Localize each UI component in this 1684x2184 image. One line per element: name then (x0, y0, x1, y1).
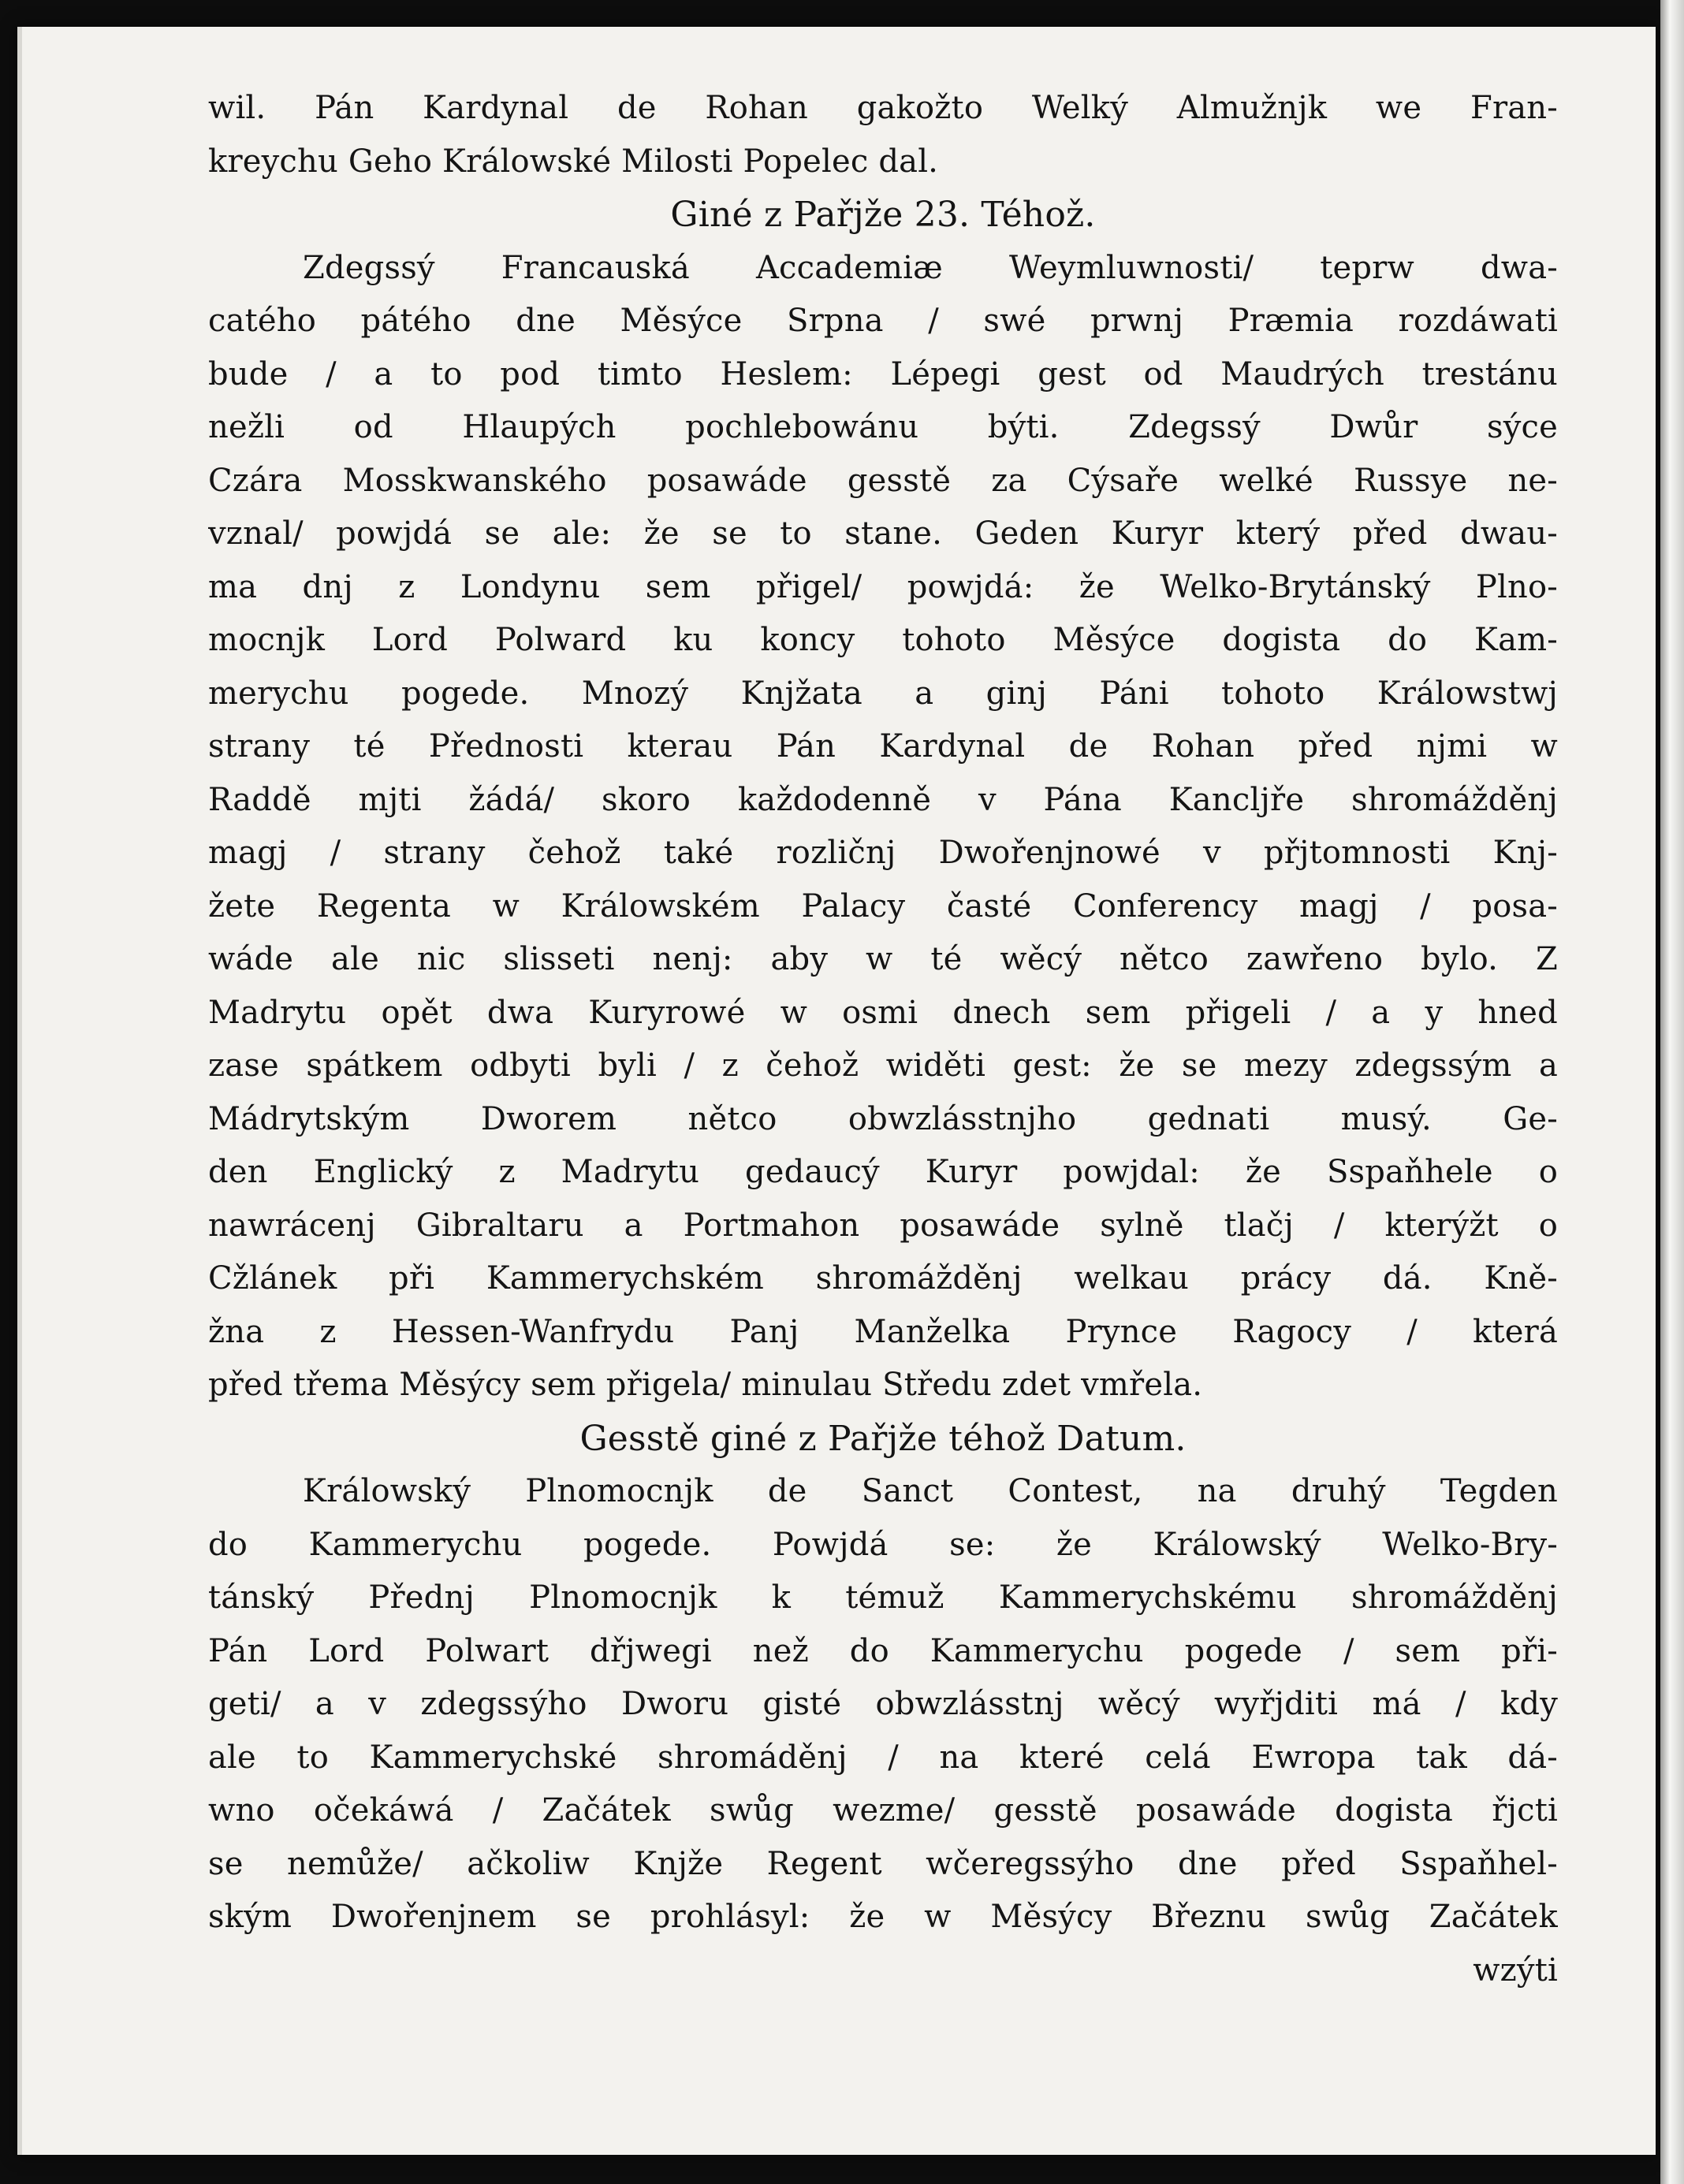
text-line: Mádrytským Dworem nětco obwzlásstnjho gednati musý. Ge- (208, 1100, 1558, 1137)
text-line: do Kammerychu pogede. Powjdá se: že Králowský Welko-Bry- (208, 1526, 1558, 1563)
text-line: nežli od Hlaupých pochlebowánu býti. Zdegssý Dwůr sýce (208, 409, 1558, 445)
text-line: wáde ale nic slisseti nenj: aby w té wěcý nětco zawřeno bylo. Z (208, 941, 1558, 977)
text-line: ským Dwořenjnem se prohlásyl: že w Měsýcy Březnu swůg Začátek (208, 1899, 1558, 1935)
text-line: strany té Přednosti kterau Pán Kardynal de Rohan před njmi w (208, 728, 1558, 765)
text-line: žna z Hessen-Wanfrydu Panj Manželka Prynce Ragocy / která (208, 1313, 1558, 1350)
text-line: tánský Přednj Plnomocnjk k témuž Kammerychskému shromážděnj (208, 1579, 1558, 1616)
text-line: wil. Pán Kardynal de Rohan gakožto Welký Almužnjk we Fran- (208, 90, 1558, 126)
text-line: Cžlánek při Kammerychském shromážděnj welkau prácy dá. Kně- (208, 1260, 1558, 1297)
text-line: den Englický z Madrytu gedaucý Kuryr powjdal: že Sspaňhele o (208, 1154, 1558, 1190)
text-line: před třema Měsýcy sem přigela/ minulau Středu zdet vmřela. (208, 1367, 1203, 1403)
section-heading: Gesstě giné z Pařjže téhož Datum. (579, 1418, 1187, 1459)
text-line: kreychu Geho Králowské Milosti Popelec dal. (208, 143, 939, 180)
catchword: wzýti (1473, 1951, 1558, 1989)
text-line: catého pátého dne Měsýce Srpna / swé prwnj Præmia rozdáwati (208, 303, 1558, 339)
text-line: Raddě mjti žádá/ skoro každodenně v Pána Kancljře shromážděnj (208, 781, 1558, 818)
text-line: vznal/ powjdá se ale: že se to stane. Geden Kuryr který před dwau- (208, 515, 1558, 552)
text-line: merychu pogede. Mnozý Knjžata a ginj Páni tohoto Králowstwj (208, 675, 1558, 712)
text-line: mocnjk Lord Polward ku koncy tohoto Měsýce dogista do Kam- (208, 622, 1558, 658)
text-line: Pán Lord Polwart dřjwegi než do Kammerychu pogede / sem při- (208, 1632, 1558, 1669)
text-line: nawrácenj Gibraltaru a Portmahon posawáde sylně tlačj / kterýžt o (208, 1207, 1558, 1244)
text-line: ma dnj z Londynu sem přigel/ powjdá: že Welko-Brytánský Plno- (208, 568, 1558, 605)
text-line: se nemůže/ ačkoliw Knjže Regent wčeregssýho dne před Sspaňhel- (208, 1845, 1558, 1882)
section-heading: Giné z Pařjže 23. Téhož. (670, 195, 1096, 235)
text-line: Zdegssý Francauská Accademiæ Weymluwnosti/ teprw dwa- (303, 249, 1558, 286)
text-line: wno očekáwá / Začátek swůg wezme/ gesstě posawáde dogista řjcti (208, 1792, 1558, 1829)
scan-edge (1660, 0, 1684, 2184)
document-text (208, 82, 1558, 2044)
text-line: Králowský Plnomocnjk de Sanct Contest, na druhý Tegden (303, 1473, 1558, 1509)
text-line: magj / strany čehož také rozličnj Dwořenjnowé v přjtomnosti Knj- (208, 835, 1558, 871)
text-line: bude / a to pod timto Heslem: Lépegi gest od Maudrých trestánu (208, 355, 1558, 393)
text-line: Madrytu opět dwa Kuryrowé w osmi dnech sem přigeli / a y hned (208, 994, 1558, 1031)
text-line: ale to Kammerychské shromáděnj / na které celá Ewropa tak dá- (208, 1739, 1558, 1776)
text-line: Czára Mosskwanského posawáde gesstě za Cýsaře welké Russye ne- (208, 462, 1558, 499)
document-page (17, 27, 1656, 2155)
text-line: žete Regenta w Králowském Palacy časté Conferency magj / posa- (208, 887, 1558, 925)
text-line: zase spátkem odbyti byli / z čehož widěti gest: že se mezy zdegssým a (208, 1047, 1558, 1084)
text-line: geti/ a v zdegssýho Dworu gisté obwzlásstnj wěcý wyřjditi má / kdy (208, 1686, 1558, 1722)
